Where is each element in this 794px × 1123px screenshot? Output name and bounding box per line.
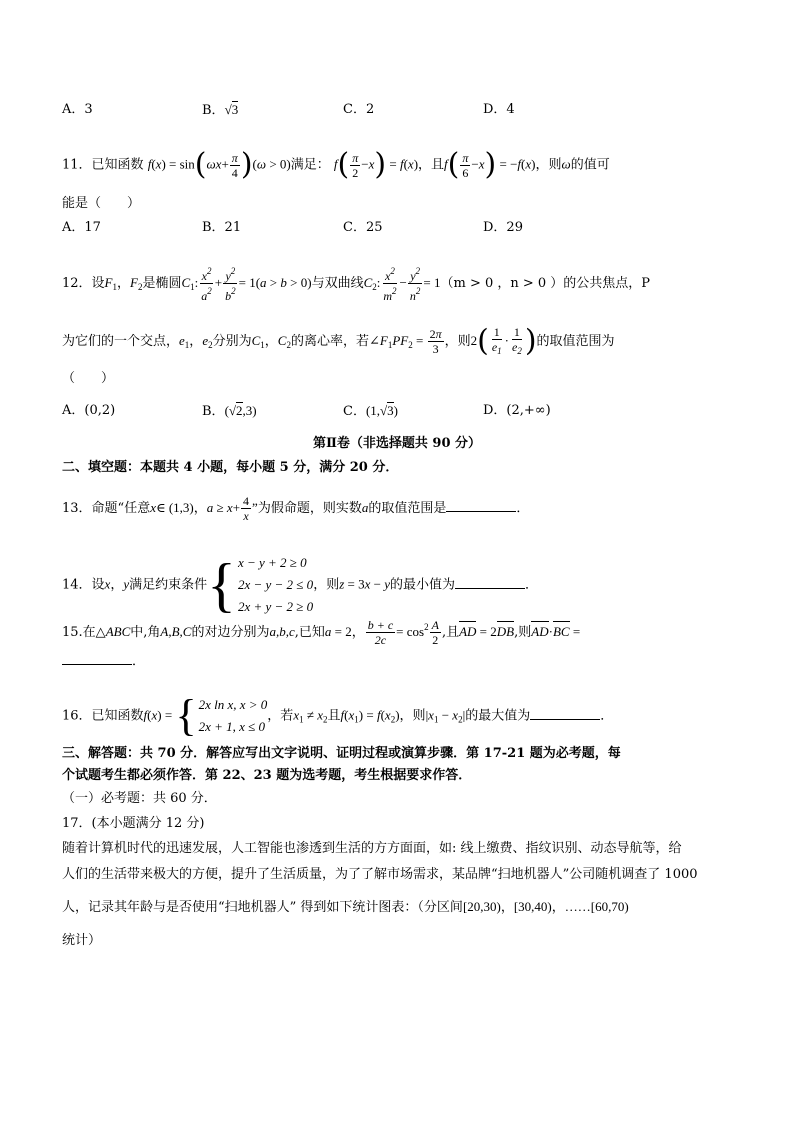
question-12-line2: 为它们的一个交点，$e_1$，$e_2$分别为$C_1$，$C_2$的离心率，若$\angle F_1PF_2$ = $\frac{2\pi}{3}$ ，则2( $\frac{1}{e_1}$ · $\frac{1}{e_2}$ )的取值范围为 xyxy=(62,323,615,359)
q10-option-a: A．3 xyxy=(62,102,93,117)
q12-option-c: C．(1,√3) xyxy=(343,403,399,419)
question-14: 14．设x，y满足约束条件 { x − y + 2 ≥ 0 2x − y − 2 ≤ 0 2x + y − 2 ≥ 0 ，则z = 3x − y的最小值为 ． xyxy=(62,552,539,618)
question-15: 15.在△ABC中,角A,B,C的对边分别为a,b,c,已知a = 2， $\frac{b + c}{2c}$ = $\cos^2$ $\frac{A}{2}$ ,且AD = 2DB,则AD·BC = xyxy=(62,618,581,647)
q11-option-a: A．17 xyxy=(62,220,101,235)
question-15-answer-line: ． xyxy=(62,652,145,671)
section-3-line2: 个试题考生都必须作答．第 22、23 题为选考题，考生根据要求作答． xyxy=(62,768,472,783)
q10-option-d: D．4 xyxy=(483,102,515,117)
section-2-heading: 二、填空题：本题共 4 小题，每小题 5 分，满分 20 分． xyxy=(62,460,399,475)
q12-option-d: D．(2,+∞) xyxy=(483,403,551,418)
q12-option-a: A．(0,2) xyxy=(62,403,116,418)
section-3-sub: （一）必考题：共 60 分． xyxy=(62,791,217,806)
question-17-para3: 人，记录其年龄与是否使用“扫地机器人” 得到如下统计图表：（分区间[20,30)，[30,40)，……[60,70) xyxy=(62,899,629,915)
q10-option-c: C．2 xyxy=(343,102,375,117)
question-17-heading: 17．(本小题满分 12 分) xyxy=(62,816,205,831)
question-11-line2: 能是（ ） xyxy=(62,196,141,211)
q11-option-b: B．21 xyxy=(202,220,242,235)
question-12-line3: （ ） xyxy=(62,371,115,386)
q10-option-b: B．√3 xyxy=(202,102,239,118)
section-3-line1: 三、解答题：共 70 分．解答应写出文字说明、证明过程或演算步骤．第 17-21 题为必考题，每 xyxy=(62,746,621,761)
q11-option-c: C．25 xyxy=(343,220,383,235)
section-2-title: 第Ⅱ卷（非选择题共 90 分） xyxy=(312,436,482,451)
q11-option-d: D．29 xyxy=(483,220,523,235)
question-11: 11．已知函数 f(x) = sin(ωx+ $\frac{\pi}{4}$ )(ω > 0)满足： f( $\frac{\pi}{2}$ −x) = f(x)，且f( $\frac{\pi}{6}$ −x) = −f(x)，则ω的值可 xyxy=(62,147,610,182)
question-12: 12．设$F_1$，$F_2$是椭圆$C_1$: $\frac{x^2}{a^2}$ + $\frac{y^2}{b^2}$ = 1(a > b > 0)与双曲线$C_2$: $\frac{x^2}{m^2}$ − $\frac{y^2}{n^2}$ = 1（m > 0 ，n > 0 ）的公共焦点，P xyxy=(62,266,651,303)
question-17-para4: 统计） xyxy=(62,933,102,948)
question-16: 16．已知函数f(x) = { 2x ln x, x > 0 2x + 1, x ≤ 0 ，若$x_1 \ne x_2$且$f(x_1) = f(x_2)$，则$|x_1 - x_2|$的最大值为 ． xyxy=(62,691,614,740)
question-17-para1: 随着计算机时代的迅速发展，人工智能也渗透到生活的方方面面，如: 线上缴费、指纹识别、动态导航等，给 xyxy=(62,841,682,856)
question-17-para2: 人们的生活带来极大的方便，提升了生活质量，为了了解市场需求，某品牌“扫地机器人”公司随机调查了 1000 xyxy=(62,867,698,882)
question-13: 13．命题“任意x∈ (1,3)，a ≥ x+ $\frac{4}{x}$ ”为假命题，则实数a的取值范围是 ． xyxy=(62,494,530,523)
q12-option-b: B．(√2,3) xyxy=(202,403,257,419)
